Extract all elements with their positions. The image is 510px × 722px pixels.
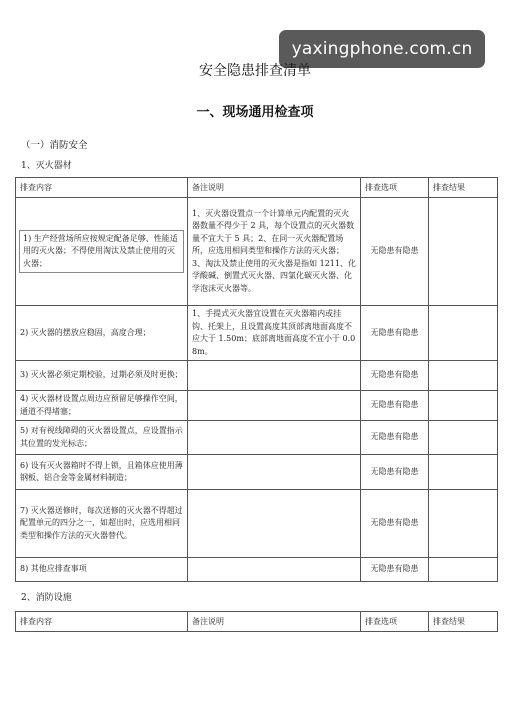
row-result[interactable] xyxy=(429,361,498,391)
row-option[interactable]: 无隐患有隐患 xyxy=(361,391,429,421)
row-content: 5) 对有视线障碍的灭火器设置点，应设置指示其位置的发光标志； xyxy=(16,421,188,455)
row-content-text: 1) 生产经营场所应按规定配备足够、性能适用的灭火器；不得使用淘汰及禁止使用的灭火器； xyxy=(19,230,184,274)
fire-extinguisher-checklist-table xyxy=(15,177,498,582)
row-note xyxy=(188,421,361,455)
row-option[interactable]: 无隐患有隐患 xyxy=(361,361,429,391)
row-content: 7) 灭火器送修时，每次送修的灭火器不得超过配置单元的四分之一，如超出时，应选用相同类型和操作方法的灭火器替代。 xyxy=(16,490,188,558)
row-result[interactable] xyxy=(429,306,498,361)
row-note xyxy=(188,490,361,558)
row-result[interactable] xyxy=(429,391,498,421)
table-row xyxy=(16,455,498,490)
row-result[interactable] xyxy=(429,490,498,558)
row-note: 1、手提式灭火器宜设置在灭火器箱内或挂钩、托架上，且设置高度其顶部离地面高度不应大于 1.50m；底部离地面高度不宜小于 0.08m。 xyxy=(188,306,361,361)
row-note xyxy=(188,391,361,421)
row-content xyxy=(16,198,188,306)
row-option[interactable]: 无隐患有隐患 xyxy=(361,306,429,361)
table-row xyxy=(16,306,498,361)
row-option[interactable]: 无隐患有隐患 xyxy=(361,421,429,455)
header-note: 备注说明 xyxy=(188,178,361,198)
row-note: 1、灭火器设置点一个计算单元内配置的灭火器数量不得少于 2 具，每个设置点的灭火器数量不宜大于 5 具；2、在同一灭火器配置场所，应选用相同类型和操作方法的灭火器；3、淘汰及禁止使用的灭火器是指如 1211、化学酸碱、倒置式灭火器、四氯化碳灭火器、化学泡沫灭火器等。 xyxy=(188,198,361,306)
section-title: 一、现场通用检查项 xyxy=(196,105,314,120)
header-content: 排查内容 xyxy=(16,612,188,632)
row-content: 3) 灭火器必须定期校验，过期必须及时更换； xyxy=(16,361,188,391)
row-option[interactable]: 无隐患有隐患 xyxy=(361,198,429,306)
table-row xyxy=(16,361,498,391)
table-row xyxy=(16,490,498,558)
header-option: 排查选项 xyxy=(361,612,429,632)
row-note xyxy=(188,455,361,490)
table-row xyxy=(16,421,498,455)
table-row xyxy=(16,198,498,306)
row-note xyxy=(188,361,361,391)
table-header-row xyxy=(16,178,498,198)
header-option: 排查选项 xyxy=(361,178,429,198)
part2-title: 2、消防设施 xyxy=(21,593,72,603)
row-option[interactable]: 无隐患有隐患 xyxy=(361,490,429,558)
watermark-banner: yaxingphone.com.cn xyxy=(279,30,485,68)
table-header-row xyxy=(16,612,498,632)
table-row xyxy=(16,558,498,582)
subsection-title: （一）消防安全 xyxy=(21,140,88,151)
row-result[interactable] xyxy=(429,198,498,306)
row-content: 6) 设有灭火器箱时不得上锁，且箱体应使用薄钢板、铝合金等金属材料制造； xyxy=(16,455,188,490)
row-content: 4) 灭火器材设置点周边应预留足够操作空间，通道不得堵塞； xyxy=(16,391,188,421)
table-row xyxy=(16,391,498,421)
row-result[interactable] xyxy=(429,558,498,582)
header-content: 排查内容 xyxy=(16,178,188,198)
row-option[interactable]: 无隐患有隐患 xyxy=(361,455,429,490)
header-result: 排查结果 xyxy=(429,612,498,632)
fire-facilities-checklist-table xyxy=(15,611,498,632)
row-result[interactable] xyxy=(429,421,498,455)
document-title: 安全隐患排查清单 xyxy=(199,63,311,79)
header-result: 排查结果 xyxy=(429,178,498,198)
row-content: 2) 灭火器的摆放应稳固，高度合理； xyxy=(16,306,188,361)
row-content: 8) 其他应排查事项 xyxy=(16,558,188,582)
row-note xyxy=(188,558,361,582)
part1-title: 1、灭火器材 xyxy=(21,161,72,171)
row-result[interactable] xyxy=(429,455,498,490)
header-note: 备注说明 xyxy=(188,612,361,632)
row-option[interactable]: 无隐患有隐患 xyxy=(361,558,429,582)
